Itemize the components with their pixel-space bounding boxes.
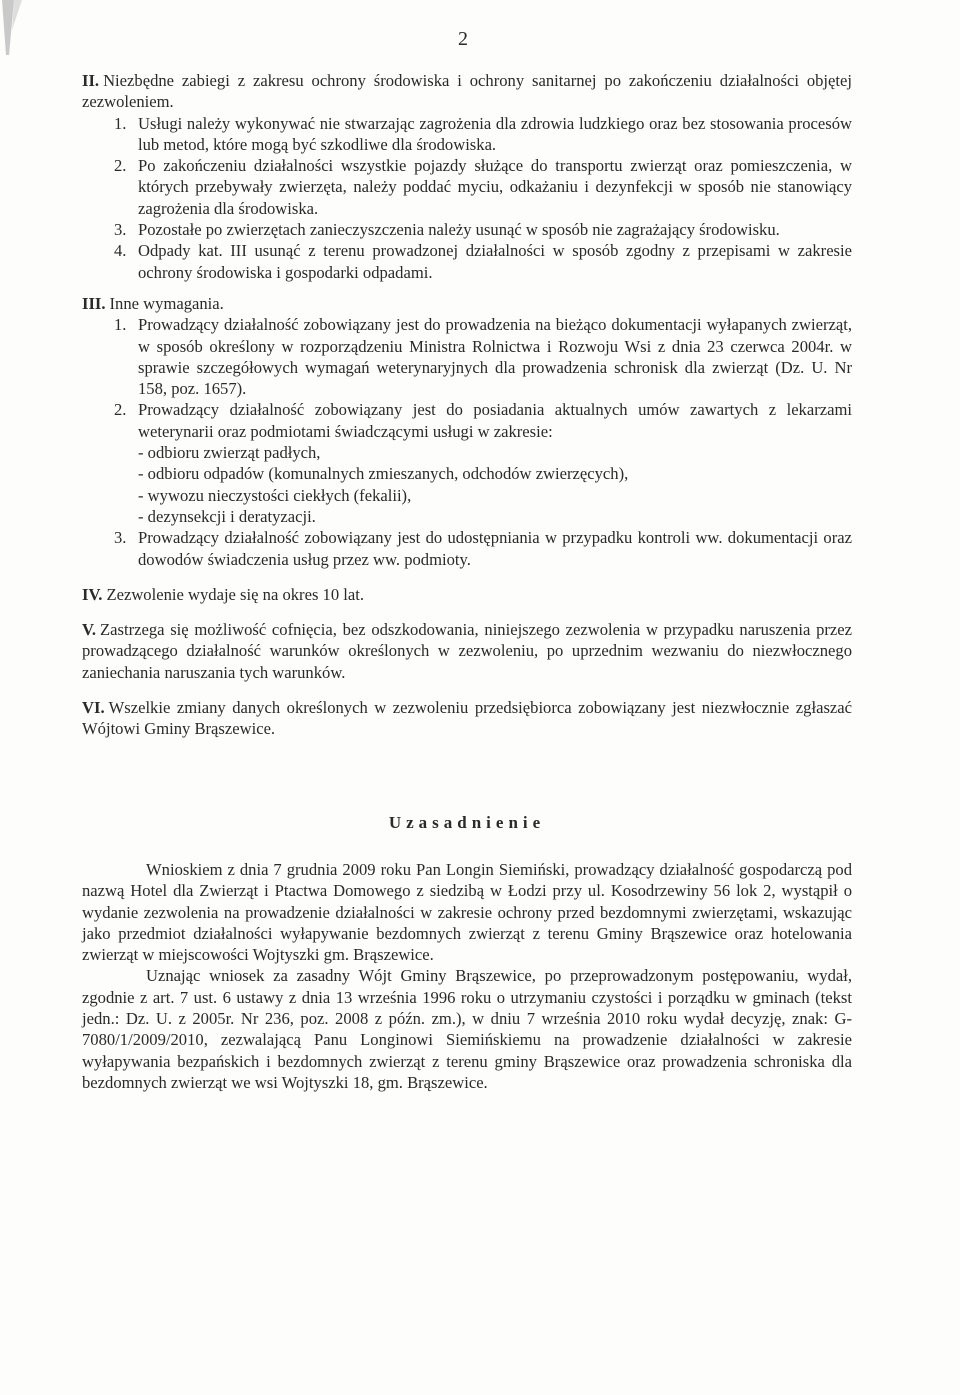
justification-paragraph: Wnioskiem z dnia 7 grudnia 2009 roku Pan Longin Siemiński, prowadzący działalność gospodarczą pod nazwą Hotel dla Zwierząt i Ptactwa Domowego z siedzibą w Łodzi przy ul. Kosodrzewiny 56 lok 2, wystąpił o wydanie zezwolenia na prowadzenie działalności w zakresie ochrony przed bezdomnymi zwierzętami, wskazując jako przedmiot działalności wyłapywanie bezdomnych zwierząt z terenu Gminy Brąszewice oraz hotelowania zwierząt w miejscowości Wojtyszki gm. Brąszewice.: [82, 859, 852, 965]
sub-list-item: - wywozu nieczystości ciekłych (fekalii),: [138, 485, 412, 505]
list-item: 3. Pozostałe po zwierzętach zanieczyszczenia należy usunąć w sposób nie zagrażający środowisku.: [114, 220, 780, 240]
section-text: Wszelkie zmiany danych określonych w zezwoleniu przedsiębiorca zobowiązany jest niezwłocznie zgłaszać Wójtowi Gminy Brąszewice.: [82, 698, 852, 739]
justification-heading: Uzasadnienie: [388, 812, 546, 832]
section-number: V.: [82, 620, 96, 640]
page-number: 2: [458, 28, 468, 50]
section-ii-title: [82, 70, 852, 113]
section-title: Niezbędne zabiegi z zakresu ochrony środowiska i ochrony sanitarnej po zakończeniu działalności objętej zezwoleniem.: [82, 71, 852, 112]
section-number: IV.: [82, 584, 103, 604]
list-item: 3. Prowadzący działalność zobowiązany jest do udostępniania w przypadku kontroli ww. dokumentacji oraz dowodów świadczenia usług przez ww. podmioty.: [114, 528, 852, 569]
list-item: 2. Prowadzący działalność zobowiązany jest do posiadania aktualnych umów zawartych z lekarzami weterynarii oraz podmiotami świadczącymi usługi w zakresie:: [114, 400, 852, 441]
section-text: Zastrzega się możliwość cofnięcia, bez odszkodowania, niniejszego zezwolenia w przypadku naruszenia przez prowadzącego działalność warunków określonych w zezwoleniu, po uprzednim wezwaniu do niezwłocznego zaniechania naruszania tych warunków.: [82, 620, 852, 682]
section-text: Zezwolenie wydaje się na okres 10 lat.: [106, 584, 365, 604]
section-number: III.: [82, 293, 106, 313]
scan-artifact: [0, 0, 30, 55]
sub-list-item: - odbioru odpadów (komunalnych zmieszanych, odchodów zwierzęcych),: [138, 464, 629, 484]
section-number: II.: [82, 71, 100, 90]
section-iii-title: [82, 293, 852, 314]
section-title: Inne wymagania.: [109, 293, 224, 313]
justification-paragraph: Uznając wniosek za zasadny Wójt Gminy Brąszewice, po przeprowadzonym postępowaniu, wydał, zgodnie z art. 7 ust. 6 ustawy z dnia 13 września 1996 roku o utrzymaniu czystości i porządku w gminach (tekst jedn.: Dz. U. z 2005r. Nr 236, poz. 2008 z późn. zm.), w dniu 7 września 2010 roku wydał decyzję, znak: G-7080/1/2009/2010, zezwalającą Panu Longinowi Siemińskiemu na prowadzenie działalności w zakresie wyłapywania bezpańskich i bezdomnych zwierząt z terenu gminy Brąszewice oraz prowadzenia schroniska dla bezdomnych zwierząt we wsi Wojtyszki 18, gm. Brąszewice.: [82, 966, 852, 1092]
section-number: VI.: [82, 698, 105, 718]
sub-list-item: - odbioru zwierząt padłych,: [138, 443, 321, 463]
section-vi: [82, 697, 852, 740]
list-item: 4. Odpady kat. III usunąć z terenu prowadzonej działalności w sposób zgodny z przepisami w zakresie ochrony środowiska i gospodarki odpadami.: [114, 241, 852, 282]
list-item: 1. Usługi należy wykonywać nie stwarzając zagrożenia dla zdrowia ludzkiego oraz bez stosowania procesów lub metod, które mogą być szkodliwe dla środowiska.: [114, 113, 852, 154]
section-iv: [82, 584, 852, 605]
sub-list-item: - dezynsekcji i deratyzacji.: [138, 506, 316, 526]
list-item: 1. Prowadzący działalność zobowiązany jest do prowadzenia na bieżąco dokumentacji wyłapanych zwierząt, w sposób określony w rozporządzeniu Ministra Rolnictwa i Rozwoju Wsi z dnia 23 czerwca 2004r. w sprawie szczegółowych wymagań weterynaryjnych dla prowadzenia schronisk dla zwierząt (Dz. U. Nr 158, poz. 1657).: [114, 315, 852, 399]
document-body: [82, 70, 852, 1093]
section-v: [82, 619, 852, 683]
list-item: 2. Po zakończeniu działalności wszystkie pojazdy służące do transportu zwierząt oraz pomieszczenia, w których przebywały zwierzęta, należy poddać myciu, odkażaniu i dezynfekcji w sposób nie stanowiący zagrożenia dla środowiska.: [114, 156, 852, 218]
